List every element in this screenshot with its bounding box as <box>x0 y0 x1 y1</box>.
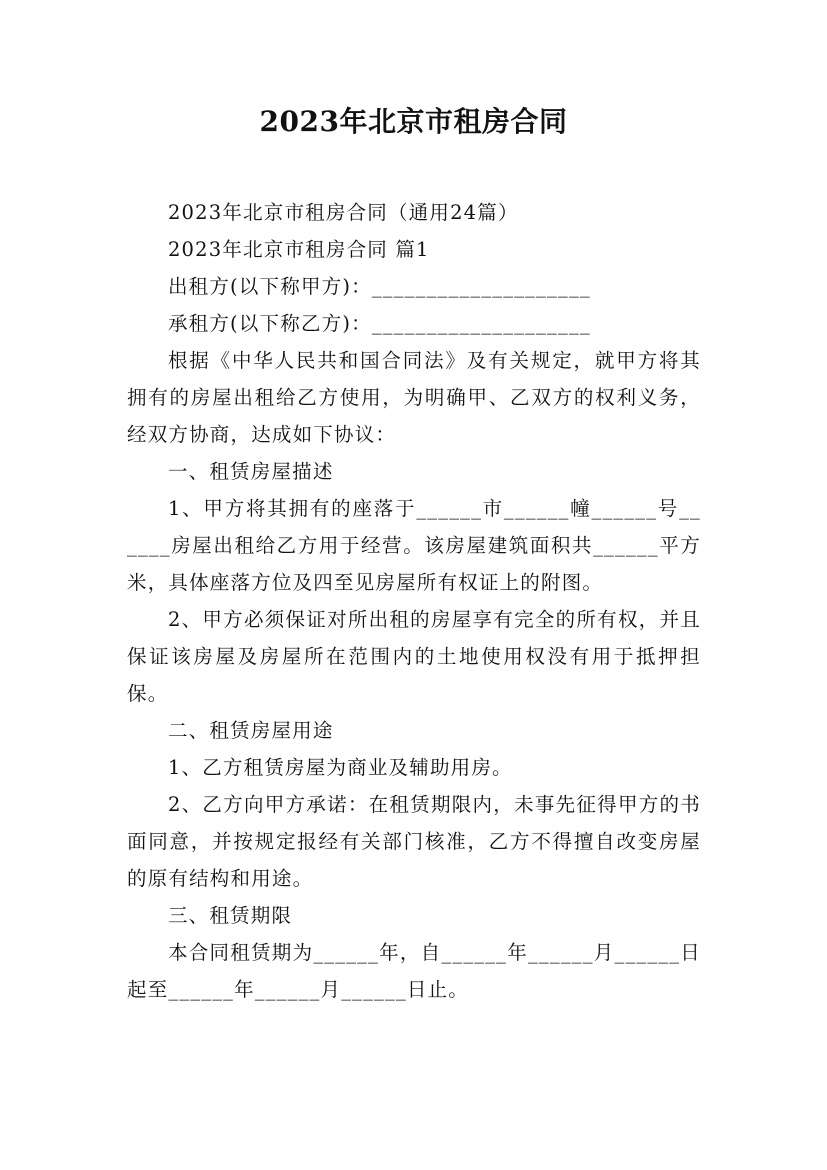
section-heading-paragraph: 2023年北京市租房合同 篇1 <box>167 238 430 261</box>
section-heading-2: 二、租赁房屋用途 <box>167 719 334 742</box>
lessor-line: 出租方(以下称甲方)：____________________ <box>167 275 591 298</box>
clause-2-1: 1、乙方租赁房屋为商业及辅助用房。 <box>167 756 513 779</box>
clause-2-2: 2、乙方向甲方承诺：在租赁期限内，未事先征得甲方的书面同意，并按规定报经有关部门核准，乙方不得擅自改变房屋的原有结构和用途。 <box>127 793 701 890</box>
document-body <box>127 194 701 1008</box>
preamble-paragraph: 根据《中华人民共和国合同法》及有关规定，就甲方将其拥有的房屋出租给乙方使用，为明确甲、乙双方的权利义务，经双方协商，达成如下协议： <box>127 349 701 446</box>
subtitle-paragraph: 2023年北京市租房合同（通用24篇） <box>167 201 519 224</box>
document-title: 2023年北京市租房合同 <box>259 105 568 138</box>
section-heading-1: 一、租赁房屋描述 <box>167 460 334 483</box>
clause-3-1: 本合同租赁期为______年，自______年______月______日起至______年______月______日止。 <box>127 941 701 1001</box>
lessee-line: 承租方(以下称乙方)：____________________ <box>167 312 591 335</box>
section-heading-3: 三、租赁期限 <box>167 904 293 927</box>
clause-1-2: 2、甲方必须保证对所出租的房屋享有完全的所有权，并且保证该房屋及房屋所在范围内的土地使用权没有用于抵押担保。 <box>127 608 701 705</box>
clause-1-1: 1、甲方将其拥有的座落于______市______幢______号______房屋出租给乙方用于经营。该房屋建筑面积共______平方米，具体座落方位及四至见房屋所有权证上的附图。 <box>127 497 701 594</box>
